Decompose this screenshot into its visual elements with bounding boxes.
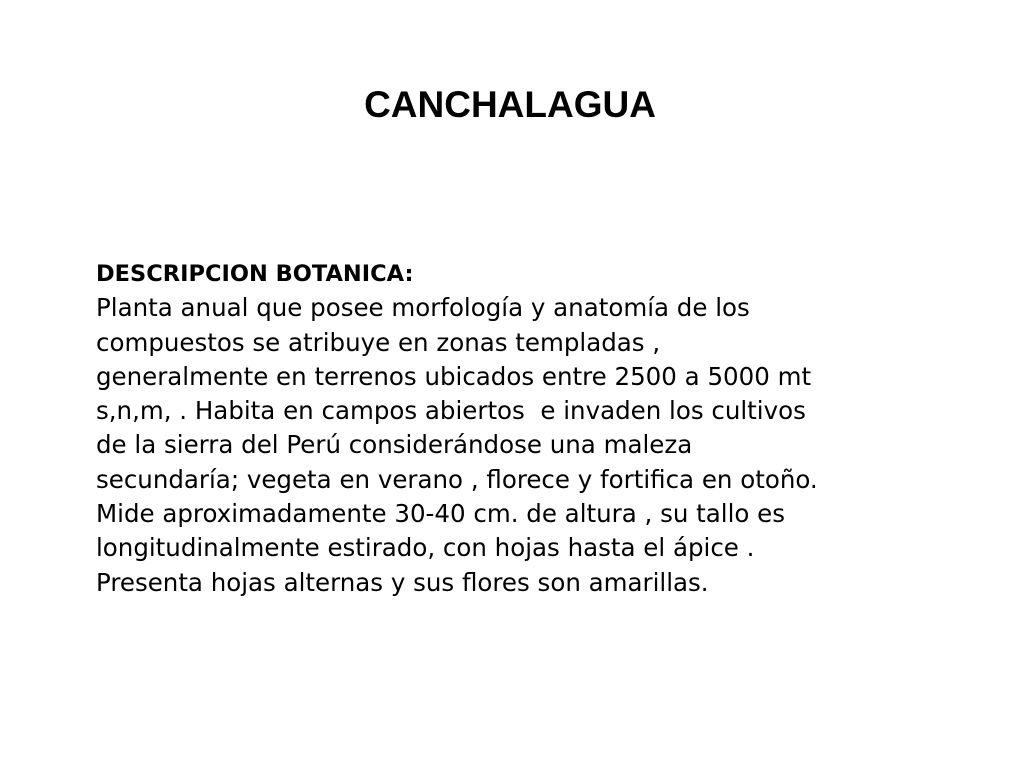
body-line: secundaría; vegeta en verano , florece y fortifica en otoño. [96,464,818,494]
body-line: Mide aproximadamente 30-40 cm. de altura , su tallo es [96,499,786,529]
body-line: Presenta hojas alternas y sus flores son amarillas. [96,567,709,597]
body-line: longitudinalmente estirado, con hojas hasta el ápice . [96,533,755,563]
slide-title: CANCHALAGUA [364,84,656,125]
slide-body-text [96,257,996,600]
body-line: Planta anual que posee morfología y anatomía de los [96,293,750,323]
section-heading: DESCRIPCION BOTANICA: [96,261,414,287]
body-line: de la sierra del Perú considerándose una maleza [96,430,693,460]
body-line: generalmente en terrenos ubicados entre 2500 a 5000 mt [96,361,812,391]
body-line: compuestos se atribuye en zonas templadas , [96,327,661,357]
body-line: s,n,m, . Habita en campos abiertos e invaden los cultivos [96,396,806,426]
